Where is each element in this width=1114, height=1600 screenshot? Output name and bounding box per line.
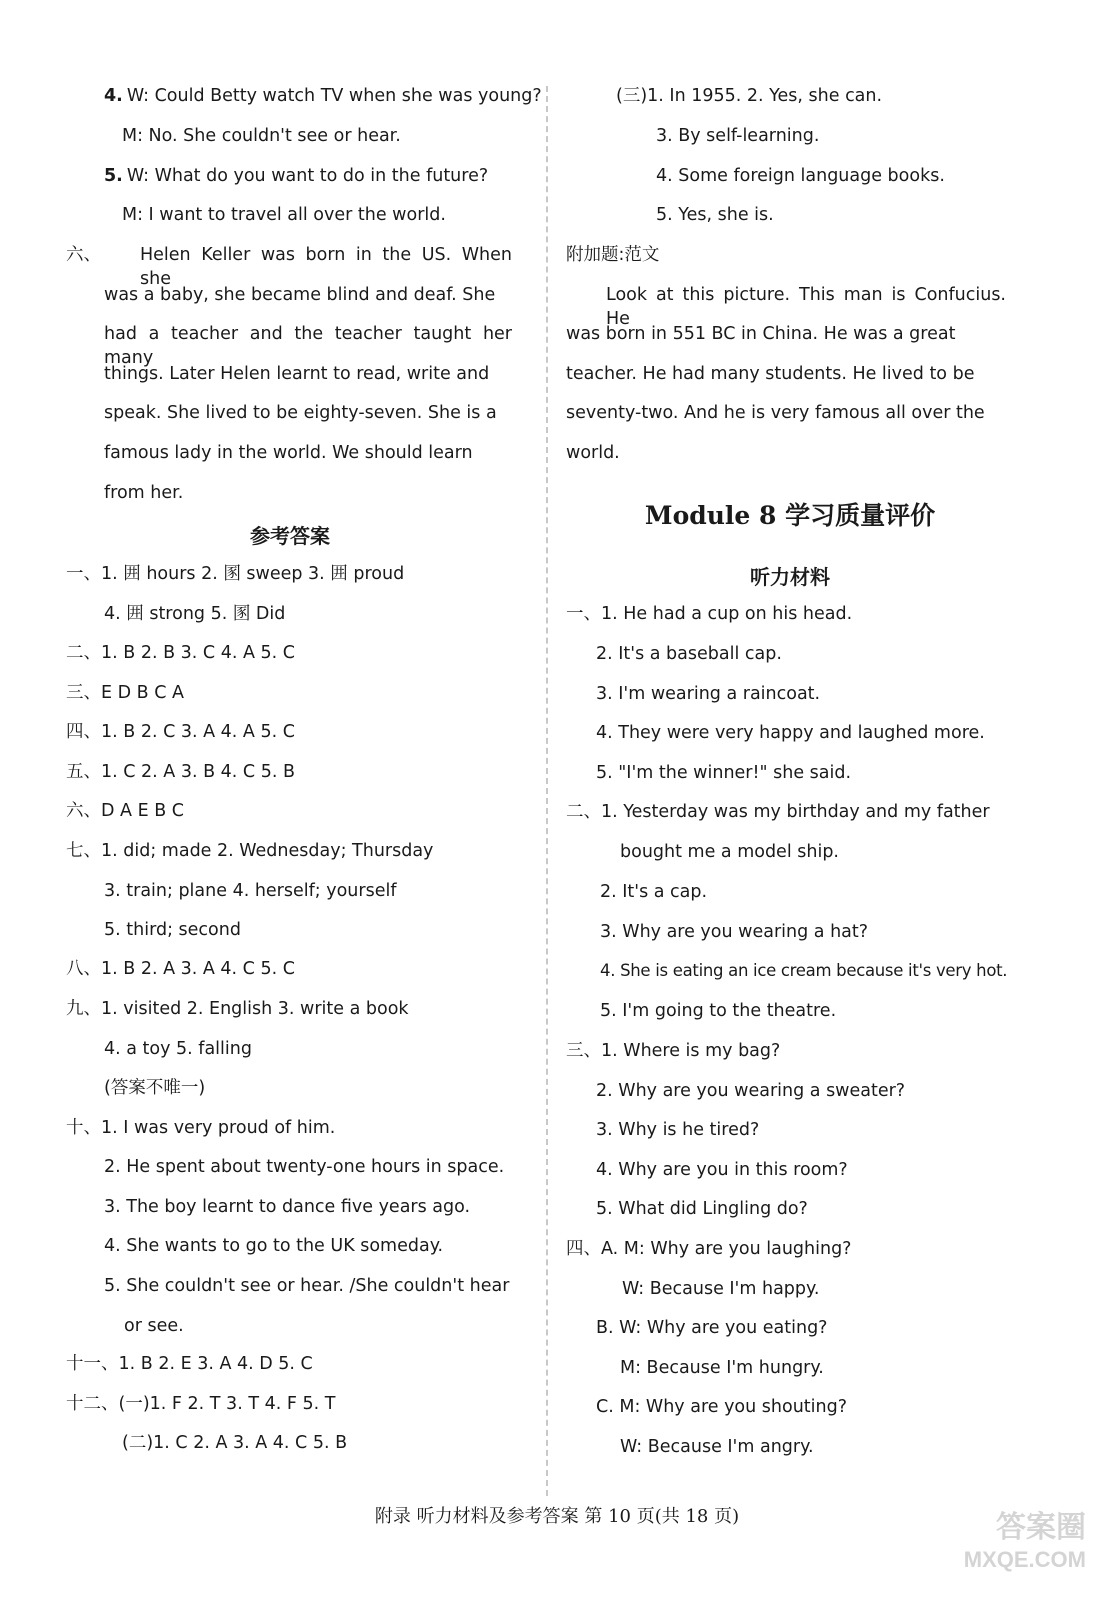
paragraph-line: had a teacher and the teacher taught her many bbox=[104, 324, 512, 368]
listening-line: 2. Why are you wearing a sweater? bbox=[596, 1081, 906, 1101]
listening-title: 听力材料 bbox=[750, 565, 830, 589]
column-divider bbox=[546, 86, 548, 1496]
essay-line: was born in 551 BC in China. He was a great bbox=[566, 324, 956, 344]
dialog-line: 4. W: Could Betty watch TV when she was young? bbox=[104, 86, 542, 106]
answer-line: 八、1. B 2. A 3. A 4. C 5. C bbox=[66, 959, 295, 979]
essay-line: seventy-two. And he is very famous all over the bbox=[566, 403, 985, 423]
listening-line: W: Because I'm angry. bbox=[620, 1437, 814, 1457]
listening-line: 四、A. M: Why are you laughing? bbox=[566, 1239, 852, 1259]
answer-line: 七、1. did; made 2. Wednesday; Thursday bbox=[66, 841, 434, 861]
answer-line: 四、1. B 2. C 3. A 4. A 5. C bbox=[66, 722, 295, 742]
answer-line: 九、1. visited 2. English 3. write a book bbox=[66, 999, 409, 1019]
paragraph-line: speak. She lived to be eighty-seven. She is a bbox=[104, 403, 497, 423]
answers-title: 参考答案 bbox=[250, 524, 330, 548]
listening-line: 5. What did Lingling do? bbox=[596, 1199, 808, 1219]
answer-line: (三)1. In 1955. 2. Yes, she can. bbox=[616, 86, 883, 106]
listening-line: 5. I'm going to the theatre. bbox=[600, 1001, 837, 1021]
listening-line: 4. Why are you in this room? bbox=[596, 1160, 848, 1180]
answer-line: 5. Yes, she is. bbox=[656, 205, 774, 225]
module-title: Module 8 学习质量评价 bbox=[644, 501, 936, 530]
listening-line: M: Because I'm hungry. bbox=[620, 1358, 824, 1378]
listening-line: 2. It's a cap. bbox=[600, 882, 708, 902]
answer-line: 3. By self-learning. bbox=[656, 126, 820, 146]
answer-line: 4. Some foreign language books. bbox=[656, 166, 945, 186]
answer-line: 六、D A E B C bbox=[66, 801, 184, 821]
paragraph-line: Helen Keller was born in the US. When she bbox=[140, 245, 512, 289]
dialog-line: 5. W: What do you want to do in the future? bbox=[104, 166, 489, 186]
paragraph-line: was a baby, she became blind and deaf. She bbox=[104, 285, 496, 305]
answer-line: 十一、1. B 2. E 3. A 4. D 5. C bbox=[66, 1354, 313, 1374]
paragraph-line: from her. bbox=[104, 483, 184, 503]
listening-line: 二、1. Yesterday was my birthday and my father bbox=[566, 802, 990, 822]
essay-line: Look at this picture. This man is Confucius. He bbox=[606, 285, 1006, 329]
listening-line: 3. Why are you wearing a hat? bbox=[600, 922, 869, 942]
answer-line: 3. The boy learnt to dance five years ago. bbox=[104, 1197, 471, 1217]
answer-line: (二)1. C 2. A 3. A 4. C 5. B bbox=[122, 1433, 348, 1453]
answer-line: 十二、(一)1. F 2. T 3. T 4. F 5. T bbox=[66, 1394, 336, 1414]
listening-line: C. M: Why are you shouting? bbox=[596, 1397, 848, 1417]
answer-line: 4. a toy 5. falling bbox=[104, 1039, 252, 1059]
dialog-line: M: I want to travel all over the world. bbox=[122, 205, 446, 225]
listening-line: 3. I'm wearing a raincoat. bbox=[596, 684, 821, 704]
answer-line: 三、E D B C A bbox=[66, 683, 184, 703]
paragraph-line: things. Later Helen learnt to read, write and bbox=[104, 364, 490, 384]
listening-line: 3. Why is he tired? bbox=[596, 1120, 760, 1140]
answer-line: 3. train; plane 4. herself; yourself bbox=[104, 881, 397, 901]
essay-line: world. bbox=[566, 443, 620, 463]
listening-line: 4. She is eating an ice cream because it's very hot. bbox=[600, 961, 1008, 980]
listening-line: B. W: Why are you eating? bbox=[596, 1318, 828, 1338]
paragraph-line: famous lady in the world. We should learn bbox=[104, 443, 473, 463]
answer-line: 一、1. 囲 hours 2. 圂 sweep 3. 囲 proud bbox=[66, 564, 405, 584]
extra-question-title: 附加题:范文 bbox=[566, 245, 660, 265]
answer-line: 4. She wants to go to the UK someday. bbox=[104, 1236, 444, 1256]
answer-line: 五、1. C 2. A 3. B 4. C 5. B bbox=[66, 762, 295, 782]
answer-line: 二、1. B 2. B 3. C 4. A 5. C bbox=[66, 643, 295, 663]
answer-note: (答案不唯一) bbox=[104, 1078, 206, 1098]
listening-line: 4. They were very happy and laughed more. bbox=[596, 723, 985, 743]
answer-line: 十、1. I was very proud of him. bbox=[66, 1118, 336, 1138]
page-footer: 附录 听力材料及参考答案 第 10 页(共 18 页) bbox=[374, 1506, 740, 1527]
watermark-logo: 答案圈 MXQE.COM bbox=[963, 1511, 1086, 1572]
dialog-line: M: No. She couldn't see or hear. bbox=[122, 126, 401, 146]
listening-line: 三、1. Where is my bag? bbox=[566, 1041, 781, 1061]
section-label-six: 六、 bbox=[66, 245, 101, 265]
answer-line: or see. bbox=[124, 1316, 184, 1336]
listening-line: 2. It's a baseball cap. bbox=[596, 644, 782, 664]
listening-line: bought me a model ship. bbox=[620, 842, 839, 862]
answer-line: 5. third; second bbox=[104, 920, 241, 940]
answer-line: 4. 囲 strong 5. 圂 Did bbox=[104, 604, 286, 624]
answer-line: 2. He spent about twenty-one hours in space. bbox=[104, 1157, 505, 1177]
listening-line: 5. "I'm the winner!" she said. bbox=[596, 763, 852, 783]
listening-line: 一、1. He had a cup on his head. bbox=[566, 604, 853, 624]
listening-line: W: Because I'm happy. bbox=[622, 1279, 820, 1299]
essay-line: teacher. He had many students. He lived to be bbox=[566, 364, 975, 384]
answer-line: 5. She couldn't see or hear. /She couldn't hear bbox=[104, 1276, 510, 1296]
